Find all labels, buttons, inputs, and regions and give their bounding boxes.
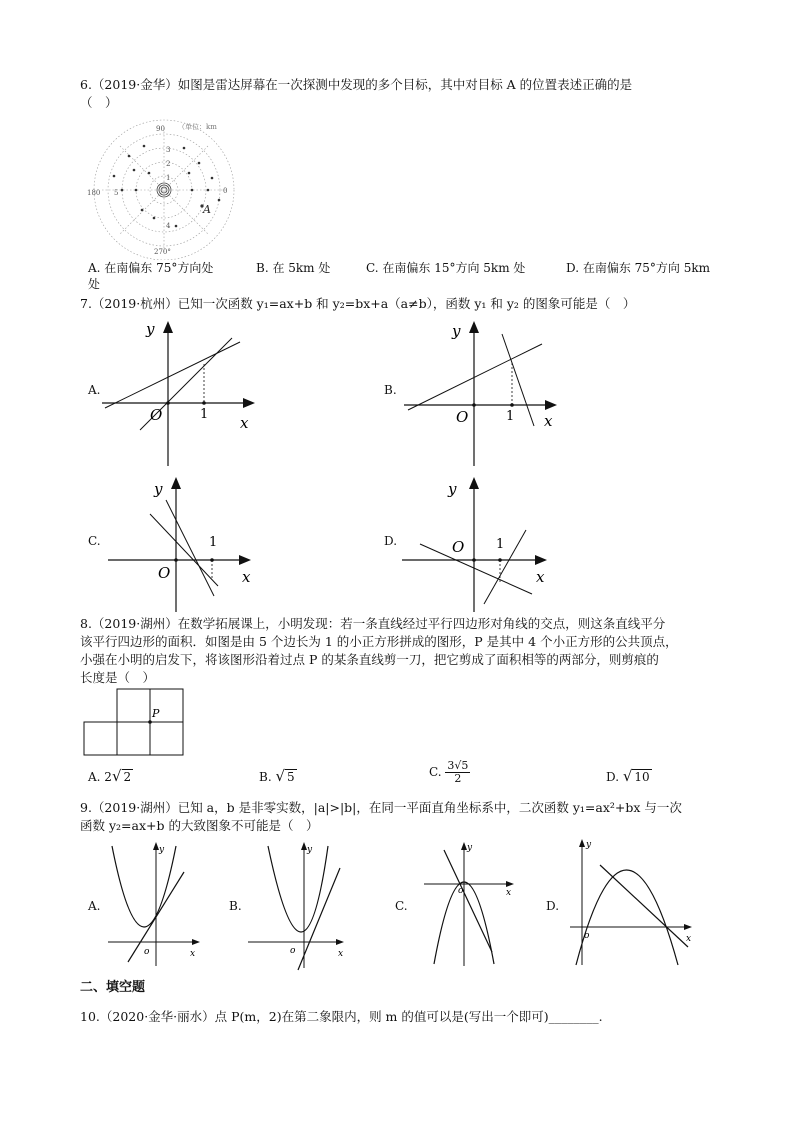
q6-option-a: A. 在南偏东 75°方向处: [88, 261, 214, 275]
q8-option-a: A. 2√ 2: [88, 767, 132, 785]
q7a-one: 1: [200, 407, 209, 422]
q7-stem: 7.（2019·杭州）已知一次函数 y₁=ax+b 和 y₂=bx+a（a≠b），函数 y₁ 和 y₂ 的图象可能是（ ）: [80, 296, 636, 311]
q9-graph-b-label: B.: [229, 899, 242, 913]
q9c-y: y: [467, 843, 473, 853]
section-2-title: 二、填空题: [80, 980, 146, 995]
radar-ring-1: 1: [166, 174, 171, 182]
q7c-origin: O: [158, 564, 171, 582]
q6-radar-figure: [84, 118, 254, 260]
q8-line-2: 该平行四边形的面积．如图是由 5 个边长为 1 的小正方形拼成的图形，P 是其中 4 个小正方形的公共顶点，: [80, 634, 678, 649]
q9d-y: y: [586, 840, 592, 850]
q9-graph-c-label: C.: [395, 899, 408, 913]
radar-label-180: 180: [87, 189, 101, 197]
q7-graph-c-label: C.: [88, 534, 101, 548]
q6-paren: （ ）: [80, 95, 118, 110]
q7-graph-a: [100, 318, 270, 468]
q7a-origin: O: [150, 406, 163, 424]
q10-answer-blank[interactable]: ________.: [548, 1009, 603, 1024]
q7d-x: x: [536, 568, 545, 586]
q9-graph-d: [566, 835, 696, 969]
q7b-y: y: [452, 322, 461, 340]
q7b-origin: O: [456, 408, 469, 426]
q9-graph-d-label: D.: [546, 899, 560, 913]
q6-option-b: B. 在 5km 处: [256, 261, 331, 275]
q9a-y: y: [159, 845, 165, 855]
q10-line: [80, 1009, 603, 1025]
q7-graph-b-label: B.: [384, 383, 397, 397]
q7b-one: 1: [506, 409, 515, 424]
q9b-x: x: [338, 949, 344, 959]
q7a-y: y: [146, 320, 155, 338]
q7d-one: 1: [496, 537, 505, 552]
q9b-origin: o: [290, 946, 296, 956]
q6-stem: 6.（2019·金华）如图是雷达屏幕在一次探测中发现的多个目标，其中对目标 A 的位置表述正确的是: [80, 77, 633, 92]
q7-graph-d: [400, 474, 570, 614]
q9a-origin: o: [144, 947, 150, 957]
q8-line-3: 小强在小明的启发下，将该图形沿着过点 P 的某条直线剪一刀，把它剪成了面积相等的两部分，则剪痕的: [80, 652, 659, 667]
q9d-x: x: [686, 934, 692, 944]
radar-ring-4: 4: [166, 222, 171, 230]
q8-line-1: 8.（2019·湖州）在数学拓展课上，小明发现：若一条直线经过平行四边形对角线的交点，则这条直线平分: [80, 616, 666, 631]
radar-target-a: A: [203, 203, 211, 216]
q8-option-b: B. √ 5: [259, 767, 295, 785]
q6-option-d: D. 在南偏东 75°方向 5km: [566, 261, 711, 275]
q9-graph-c: [420, 840, 520, 970]
radar-ring-3: 3: [166, 146, 171, 154]
q7-graph-a-label: A.: [88, 383, 101, 397]
q7b-x: x: [544, 412, 553, 430]
radar-label-270: 270°: [154, 248, 171, 256]
q7a-x: x: [240, 414, 249, 432]
q9a-x: x: [190, 949, 196, 959]
q7-graph-d-label: D.: [384, 534, 398, 548]
radar-ring-5: 5: [114, 189, 119, 197]
q6-option-d-continued: 处: [88, 277, 101, 291]
q7d-origin: O: [452, 538, 465, 556]
q6-option-c: C. 在南偏东 15°方向 5km 处: [366, 261, 526, 275]
q8-option-c: C. $\frac{3√5}{2}$: [429, 759, 469, 785]
q9d-origin: o: [584, 931, 590, 941]
q9-line-2: 函数 y₂=ax+b 的大致图象不可能是（ ）: [80, 818, 319, 833]
q9-line-1: 9.（2019·湖州）已知 a，b 是非零实数，|a|>|b|，在同一平面直角坐标系中，二次函数 y₁=ax²+bx 与一次: [80, 800, 682, 815]
radar-label-90: 90: [156, 125, 165, 133]
q8-squares-figure: [82, 687, 192, 757]
q8-option-d: D. √ 10: [606, 767, 650, 785]
q7c-x: x: [242, 568, 251, 586]
q7-graph-c: [100, 474, 270, 614]
q7c-y: y: [154, 480, 163, 498]
radar-ring-2: 2: [166, 160, 171, 168]
q7d-y: y: [448, 480, 457, 498]
q8-line-4: 长度是（ ）: [80, 670, 156, 685]
q8-point-p: P: [152, 707, 160, 720]
q9c-x: x: [506, 888, 512, 898]
q10-stem: 10.（2020·金华·丽水）点 P(m，2)在第二象限内，则 m 的值可以是(写出一个即可): [80, 1009, 549, 1024]
q9-graph-a-label: A.: [88, 899, 101, 913]
q9c-origin: o: [458, 886, 464, 896]
q9b-y: y: [307, 845, 313, 855]
q7-graph-b: [402, 318, 572, 468]
q9-graph-a: [104, 838, 204, 968]
radar-unit-label: （单位：km: [178, 123, 217, 131]
radar-label-0: 0: [223, 187, 228, 195]
q7c-one: 1: [209, 535, 218, 550]
q9-graph-b: [246, 838, 350, 972]
